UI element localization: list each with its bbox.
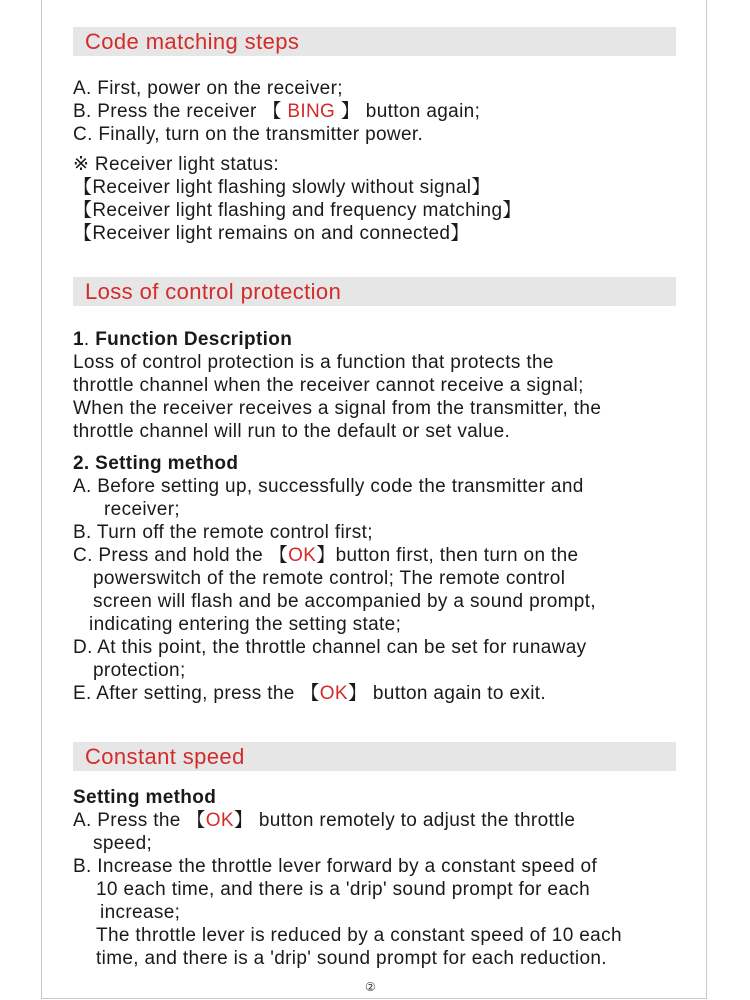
step-a-pre: A. Press the: [73, 810, 187, 831]
bracket-open: 【: [262, 101, 282, 122]
receiver-light-status-3: 【Receiver light remains on and connected】: [73, 223, 470, 244]
setting-step-c-cont-3: indicating entering the setting state;: [89, 614, 402, 635]
page-number: ②: [365, 980, 376, 994]
bracket-open: 【: [300, 683, 320, 704]
setting-step-d-cont: protection;: [93, 660, 186, 681]
bracket-close: 】: [340, 101, 361, 122]
constant-speed-step-b: B. Increase the throttle lever forward by a constant speed of: [73, 856, 598, 877]
bracket-open: 【: [268, 545, 289, 566]
step-c-pre: C. Press and hold the: [73, 545, 269, 566]
setting-step-d: D. At this point, the throttle channel can be set for runaway: [73, 637, 587, 658]
setting-step-b: B. Turn off the remote control first;: [73, 522, 373, 543]
receiver-light-status-1: 【Receiver light flashing slowly without signal】: [73, 177, 491, 198]
receiver-light-status-title: ※ Receiver light status:: [73, 154, 279, 175]
description-line-2: throttle channel when the receiver cannot receive a signal;: [73, 375, 584, 396]
code-step-b-post: button again;: [360, 101, 481, 122]
section-header-code-matching: Code matching steps: [73, 27, 676, 56]
setting-step-c: [73, 544, 578, 567]
code-step-b: [73, 100, 480, 123]
heading-text: Function Description: [95, 329, 293, 350]
setting-step-e: [73, 682, 546, 705]
bracket-close: 】: [233, 810, 254, 831]
setting-step-c-cont-1: powerswitch of the remote control; The remote control: [93, 568, 566, 589]
section-header-constant-speed: Constant speed: [73, 742, 676, 771]
code-step-c: C. Finally, turn on the transmitter power.: [73, 124, 424, 145]
constant-speed-setting-heading: Setting method: [73, 787, 217, 808]
description-line-1: Loss of control protection is a function that protects the: [73, 352, 554, 373]
step-c-post: button first, then turn on the: [335, 545, 579, 566]
section-header-loss-of-control: Loss of control protection: [73, 277, 676, 306]
setting-step-a: A. Before setting up, successfully code the transmitter and: [73, 476, 584, 497]
code-step-a: A. First, power on the receiver;: [73, 78, 343, 99]
heading-dot: .: [83, 329, 96, 350]
constant-speed-step-b-cont-3: The throttle lever is reduced by a constant speed of 10 each: [96, 925, 622, 946]
ok-button-label: OK: [205, 810, 234, 831]
description-line-4: throttle channel will run to the default or set value.: [73, 421, 511, 442]
function-description-heading: [73, 328, 292, 351]
ok-button-label: OK: [319, 683, 348, 704]
receiver-light-status-2: 【Receiver light flashing and frequency matching】: [73, 200, 522, 221]
description-line-3: When the receiver receives a signal from the transmitter, the: [73, 398, 602, 419]
constant-speed-step-a-cont: speed;: [93, 833, 153, 854]
step-e-pre: E. After setting, press the: [73, 683, 301, 704]
setting-step-a-cont: receiver;: [104, 499, 181, 520]
heading-number: 1: [73, 329, 84, 350]
constant-speed-step-b-cont-2: increase;: [100, 902, 181, 923]
step-a-post: button remotely to adjust the throttle: [253, 810, 576, 831]
ok-button-label: OK: [288, 545, 317, 566]
bracket-close: 】: [347, 683, 368, 704]
setting-method-heading: 2. Setting method: [73, 453, 239, 474]
constant-speed-step-b-cont-4: time, and there is a 'drip' sound prompt for each reduction.: [96, 948, 607, 969]
step-e-post: button again to exit.: [367, 683, 547, 704]
constant-speed-step-a: [73, 809, 575, 832]
code-step-b-pre: B. Press the receiver: [73, 101, 263, 122]
bing-button-label: BING: [281, 101, 341, 122]
bracket-close: 】: [316, 545, 336, 566]
constant-speed-step-b-cont-1: 10 each time, and there is a 'drip' sound prompt for each: [96, 879, 591, 900]
setting-step-c-cont-2: screen will flash and be accompanied by a sound prompt,: [93, 591, 596, 612]
bracket-open: 【: [186, 810, 206, 831]
